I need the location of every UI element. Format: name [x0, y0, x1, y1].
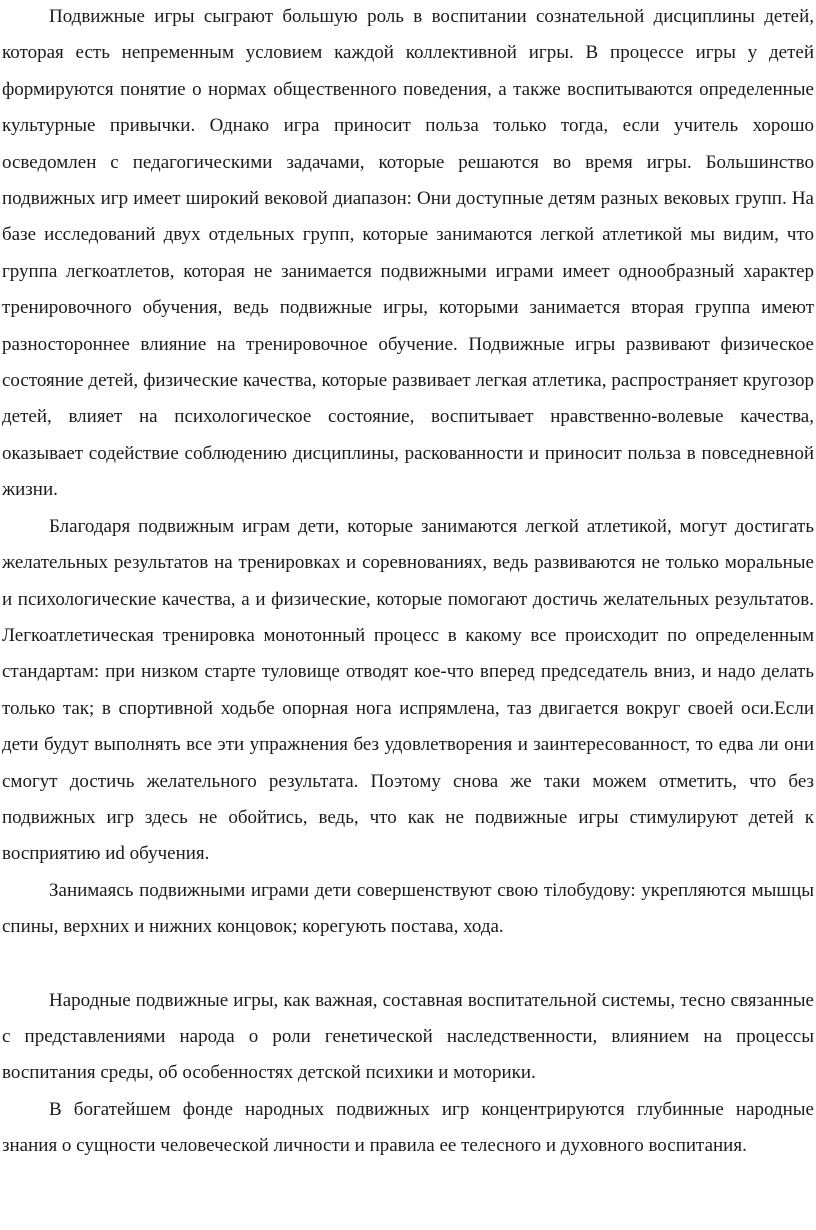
paragraph-5: В богатейшем фонде народных подвижных игр концентрируются глубинные народные знания о сущности человеческой личности и правила ее телесного и духовного воспитания. [2, 1098, 814, 1157]
paragraph-2: Благодаря подвижным играм дети, которые занимаются легкой атлетикой, могут достигать желательных результатов на тренировках и соревнованиях, ведь развиваются не только моральные и психологические качества, а и физические, которые помогают достичь желательных результатов. Легкоатлетическая тренировка монотонный процесс в какому все происходит по определенным стандартам: при низком старте туловище отводят кое-что вперед председатель вниз, и надо делать только так; в спортивной ходьбе опорная нога испрямлена, таз двигается вокруг своей оси.Если дети будут выполнять все эти упражнения без удовлетворения и заинтересованност, то едва ли они смогут достичь желательного результата. Поэтому снова же таки можем отметить, что без подвижных игр здесь не обойтись, ведь, что как не подвижные игры стимулируют детей к восприятию иd обучения. [2, 515, 814, 865]
paragraph-3: Занимаясь подвижными играми дети совершенствуют свою тiлобудову: укрепляются мышцы спины, верхних и нижних концовок; корегують постава, хода. [2, 879, 814, 938]
paragraph-1: Подвижные игры сыграют большую роль в воспитании сознательной дисциплины детей, которая есть непременным условием каждой коллективной игры. В процессе игры у детей формируются понятие о нормах общественного поведения, а также воспитываются определенные культурные привычки. Однако игра приносит польза только тогда, если учитель хорошо осведомлен с педагогическими задачами, которые решаются во время игры. Большинство подвижных игр имеет широкий вековой диапазон: Они доступные детям разных вековых групп. На базе исследований двух отдельных групп, которые занимаются легкой атлетикой мы видим, что группа легкоатлетов, которая не занимается подвижными играми имеет однообразный характер тренировочного обучения, ведь подвижные игры, которыми занимается вторая группа имеют разностороннее влияние на тренировочное обучение. Подвижные игры развивают физическое состояние детей, физические качества, которые развивает легкая атлетика, распространяет кругозор детей, влияет на психологическое состояние, воспитывает нравственно-волевые качества, оказывает содействие соблюдению дисциплины, раскованности и приносит польза в повседневной жизни. [2, 6, 814, 501]
paragraph-4: Народные подвижные игры, как важная, составная воспитательной системы, тесно связанные с представлениями народа о роли генетической наследственности, влиянием на процессы воспитания среды, об особенностях детской психики и моторики. [2, 989, 814, 1084]
paragraph-spacer [2, 946, 814, 983]
